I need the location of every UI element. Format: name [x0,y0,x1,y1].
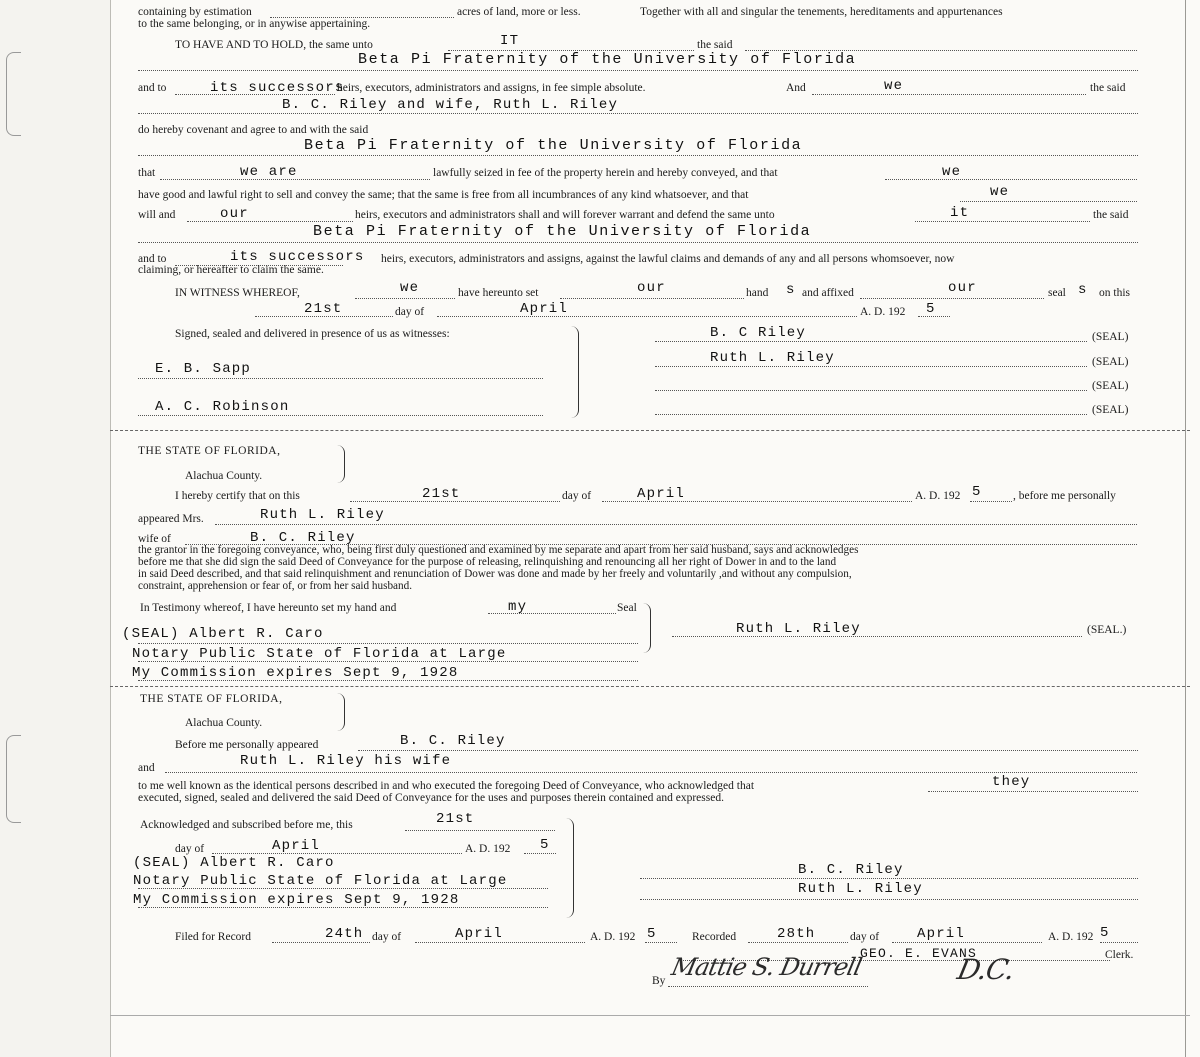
ack2-year: 5 [540,837,550,853]
dotted-leader [640,899,1138,900]
dotted-leader [524,853,556,854]
dotted-leader [215,524,1137,525]
section-divider-2 [110,686,1190,687]
dotted-leader [138,155,1138,156]
header-line1: containing by estimation [138,6,252,18]
and-to-fill-2: its successors [230,249,365,265]
dotted-leader [892,942,1042,943]
ack2-ad: A. D. 192 [465,843,511,855]
ack1-year: 5 [972,484,982,500]
and-to-fill: its successors [210,80,345,96]
hand-s: s [786,282,796,298]
seized-fill: we [942,164,962,180]
grantor-signature-2: Ruth L. Riley [710,350,835,366]
county-2: Alachua County. [185,717,263,729]
ack1-husband: B. C. Riley [250,530,356,546]
the-said-label-3: the said [1093,209,1129,221]
will-and-label: will and [138,209,176,221]
dotted-leader [655,390,1087,391]
recorded-day-of: day of [850,931,880,943]
dotted-leader [165,772,1137,773]
acknowledged-brace [565,818,574,918]
claims-text-2: claiming, or hereafter to claim the same. [138,264,324,276]
ack1-body-1: the grantor in the foregoing conveyance, who, being first duly questioned and examined by me separate and apart from her said husband, says and acknowledges [138,544,859,556]
ack2-known-1: to me well known as the identical persons described in and who executed the foregoing Deed of Conveyance, who acknowledged that [138,780,755,792]
dotted-leader [212,853,462,854]
affixed-label: and affixed [802,287,854,299]
dotted-leader [668,986,868,987]
hand-label: hand [746,287,769,299]
ad-label: A. D. 192 [860,306,906,318]
deputy-clerk-initials: D.C. [954,953,1018,986]
seized-text: lawfully seized in fee of the property herein and hereby conveyed, and that [433,167,778,179]
dotted-leader [138,415,543,416]
deputy-signature: Mattie S. Durrell [669,953,864,981]
state-heading-1: THE STATE OF FLORIDA, [138,445,281,457]
ack1-body-2: before me that she did sign the said Deed of Conveyance for the purpose of releasing, relinquishing and renouncing all her right of Dower in and to the land [138,556,837,568]
dotted-leader [138,888,548,889]
ack1-notary-3: My Commission expires Sept 9, 1928 [132,665,459,681]
dotted-leader [885,179,1137,180]
dotted-leader [138,661,638,662]
dotted-leader [187,221,353,222]
ack2-they: they [992,774,1031,790]
dotted-leader [970,501,1012,502]
witness-day: 21st [304,301,343,317]
binder-clip-bottom [6,735,21,823]
dotted-leader [960,201,1137,202]
county-1: Alachua County. [185,470,263,482]
dotted-leader [655,366,1087,367]
state-brace-2 [336,693,345,731]
ack1-body-4: constraint, apprehension or fear of, or from her said husband. [138,580,413,592]
dotted-leader [645,942,677,943]
heirs-text: heirs, executors, administrators and assigns, in fee simple absolute. [337,82,646,94]
have-good-fill: we [990,184,1010,200]
recorded-year: 5 [1100,925,1110,941]
header-line2: to the same belonging, or in anywise appertaining. [138,18,371,30]
testimony-text: In Testimony whereof, I have hereunto set my hand and [140,602,397,614]
have-good-text: have good and lawful right to sell and convey the same; that the same is free from all incumbrances of any kind whatsoever, and that [138,189,749,201]
dotted-leader [272,942,370,943]
ack2-day-of: day of [175,843,205,855]
dotted-leader [138,907,548,908]
filed-day: 24th [325,926,364,942]
grantee-name-2: Beta Pi Fraternity of the University of Florida [304,137,803,154]
recorded-day: 28th [777,926,816,942]
testimony-my: my [508,599,528,615]
page-edge-line [1185,0,1186,1057]
ack1-ad: A. D. 192 [915,490,961,502]
dotted-leader [672,636,1082,637]
before-me-text: , before me personally [1013,490,1116,502]
filed-for-record: Filed for Record [175,931,252,943]
grantee-name-1: Beta Pi Fraternity of the University of Florida [358,51,857,68]
warrant-fill: it [950,205,970,221]
seal-s: s [1078,282,1088,298]
recorded-ad: A. D. 192 [1048,931,1094,943]
ack2-known-2: executed, signed, sealed and delivered the said Deed of Conveyance for the uses and purposes therein contained and expressed. [138,792,724,804]
witness-our-2: our [948,280,977,296]
day-of-label: day of [395,306,425,318]
in-witness-label: IN WITNESS WHEREOF, [175,287,300,299]
dotted-leader [355,298,455,299]
bottom-rule [110,1015,1190,1016]
testimony-brace [642,603,651,653]
ack1-month: April [637,486,686,502]
clerk-name: GEO. E. EVANS [860,946,978,961]
dotted-leader [138,680,638,681]
seal-label-2: (SEAL) [1092,356,1129,368]
witness-month: April [520,301,569,317]
recorded-month: April [917,926,966,942]
dotted-leader [928,791,1138,792]
binder-clip-top [6,52,21,136]
recorded-label: Recorded [692,931,737,943]
ack2-day: 21st [436,811,475,827]
that-label: that [138,167,156,179]
seal-label-3: (SEAL) [1092,380,1129,392]
ack1-name: Ruth L. Riley [260,507,385,523]
covenant-text: do hereby covenant and agree to and with the said [138,124,369,136]
grantor-signature-1: B. C Riley [710,325,807,341]
dotted-leader [415,942,585,943]
witness-name-1: E. B. Sapp [155,361,252,377]
ack2-name-1: B. C. Riley [400,733,506,749]
witness-we: we [400,280,420,296]
grantors-names: B. C. Riley and wife, Ruth L. Riley [282,97,619,113]
dotted-leader [1100,942,1138,943]
ack2-signature-1: B. C. Riley [798,862,904,878]
warrant-text: heirs, executors and administrators shall and will forever warrant and defend the same unto [355,209,775,221]
the-said-label: the said [697,39,733,51]
ack1-signer: Ruth L. Riley [736,621,861,637]
ack2-notary-3: My Commission expires Sept 9, 1928 [133,892,460,908]
seal-label: seal [1048,287,1066,299]
and-fill: we [884,78,904,94]
and-to-label: and to [138,82,167,94]
dotted-leader [437,316,857,317]
will-fill: our [220,206,249,222]
on-this-label: on this [1099,287,1130,299]
signed-sealed-text: Signed, sealed and delivered in presence of us as witnesses: [175,328,450,340]
dotted-leader [748,942,848,943]
ack2-signature-2: Ruth L. Riley [798,881,923,897]
that-fill: we are [240,164,298,180]
testimony-seal: Seal [617,602,637,614]
ack1-day-of: day of [562,490,592,502]
ack2-month: April [272,838,321,854]
seal-label-4: (SEAL) [1092,404,1129,416]
dotted-leader [860,298,1044,299]
witness-our: our [637,280,666,296]
ack1-notary-2: Notary Public State of Florida at Large [132,646,507,662]
dotted-leader [560,298,744,299]
grantee-name-3: Beta Pi Fraternity of the University of Florida [313,223,812,240]
filed-month: April [455,926,504,942]
filed-ad: A. D. 192 [590,931,636,943]
and-label: And [786,82,806,94]
and-to-label-2: and to [138,253,167,265]
dotted-leader [655,414,1087,415]
dotted-leader [405,830,555,831]
dotted-leader [138,70,1138,71]
claims-text: heirs, executors, administrators and assigns, against the lawful claims and demands of any and all persons whomsoever, now [381,253,955,265]
filed-day-of: day of [372,931,402,943]
seal-label-1: (SEAL) [1092,331,1129,343]
dotted-leader [138,378,543,379]
ack2-notary-1: (SEAL) Albert R. Caro [133,855,335,871]
dotted-leader [138,113,1138,114]
dotted-leader [812,94,1086,95]
to-have-fill: IT [500,33,520,49]
dotted-leader [655,341,1087,342]
ack1-seal-label: (SEAL.) [1087,624,1127,636]
certify-text: I hereby certify that on this [175,490,300,502]
by-label: By [652,975,666,987]
witness-brace [570,326,579,418]
the-said-label-2: the said [1090,82,1126,94]
ack2-notary-2: Notary Public State of Florida at Large [133,873,508,889]
ack1-body-3: in said Deed described, and that said relinquishment and renunciation of Dower was done and made by her freely and voluntarily ,and without any compulsion, [138,568,852,580]
clerk-label: Clerk. [1105,949,1134,961]
ack2-name-2: Ruth L. Riley his wife [240,753,452,769]
witness-name-2: A. C. Robinson [155,399,290,415]
witness-year: 5 [926,301,936,317]
wife-of-label: wife of [138,533,171,545]
header-line1c: Together with all and singular the tenements, hereditaments and appurtenances [640,6,1003,18]
state-heading-2: THE STATE OF FLORIDA, [140,693,283,705]
dotted-leader [358,750,1138,751]
state-brace-1 [336,445,345,483]
section-divider-1 [110,430,1190,431]
have-set-label: have hereunto set [458,287,539,299]
ack2-and: and [138,762,155,774]
acknowledged-text: Acknowledged and subscribed before me, this [140,819,353,831]
to-have-text: TO HAVE AND TO HOLD, the same unto [175,39,373,51]
ack1-day: 21st [422,486,461,502]
dotted-leader [138,242,1138,243]
dotted-leader [138,643,638,644]
header-line1b: acres of land, more or less. [457,6,581,18]
dotted-leader [915,221,1090,222]
filed-year: 5 [647,926,657,942]
dotted-leader [640,878,1138,879]
ack1-notary-1: (SEAL) Albert R. Caro [122,626,324,642]
before-appeared-text: Before me personally appeared [175,739,319,751]
appeared-mrs-label: appeared Mrs. [138,513,204,525]
